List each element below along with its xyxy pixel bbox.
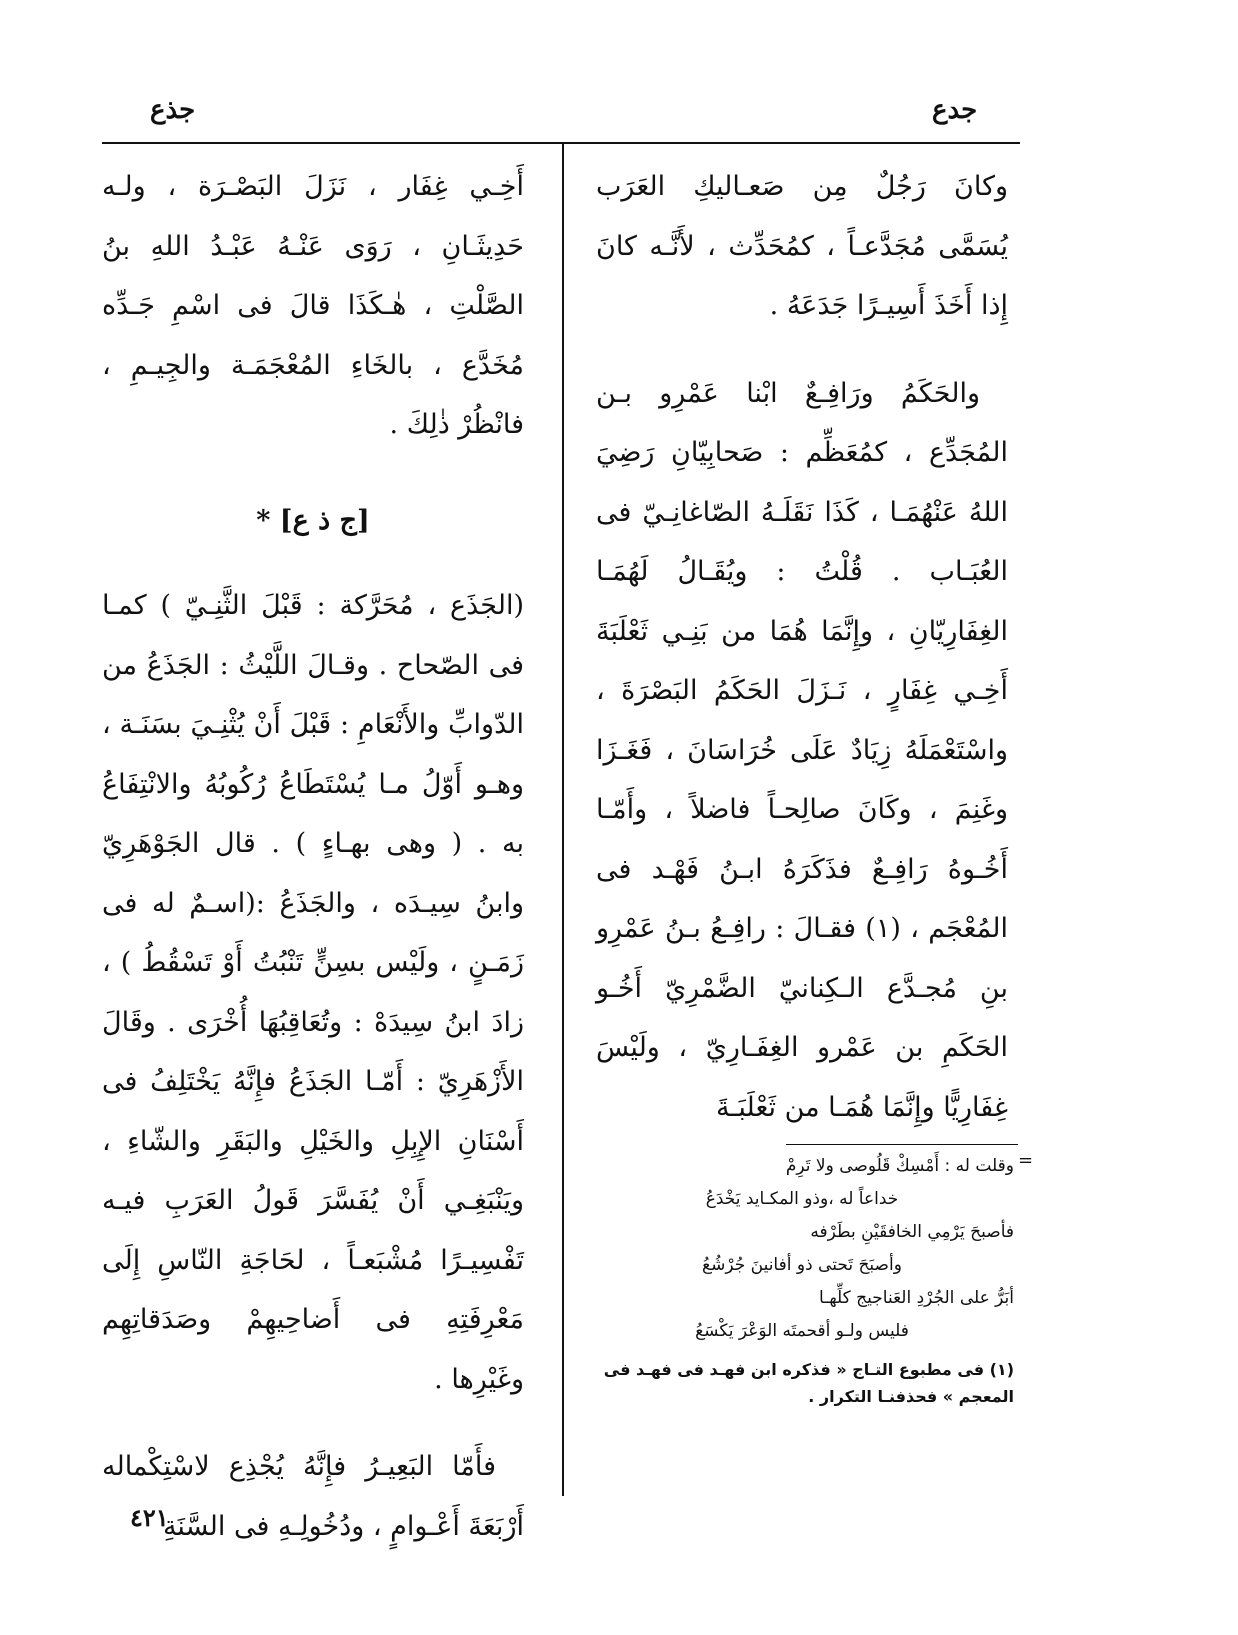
footnote-continuation-mark: = (1018, 1150, 1034, 1171)
verse-line: فأصبحَ يَرْمِي الخافقَيْنِ بطَرْفه (810, 1222, 1014, 1242)
header-rule (102, 142, 1020, 144)
right-paragraph-1: وكانَ رَجُلٌ مِن صَعـاليكِ العَرَب يُسَمَّى مُجَدَّعـاً ، كمُحَدِّث ، لأَنَّـه كانَ إِذا أَخَذَ أَسِيـرًا جَدَعَهُ . (596, 171, 1008, 321)
verse-line: وقلت له : أَمْسِكْ قَلُوصى ولا تَرِمْ (785, 1156, 1014, 1176)
left-last-paragraph: فأَمّا البَعِيـرُ فإِنَّهُ يُجْذِع لاسْتِكْماله أَرْبَعَةَ أَعْـوامٍ ، ودُخُولِـهِ فى السَّنَةِ (102, 1451, 524, 1542)
paragraph-gap (596, 336, 1008, 364)
verse-line: أبَرُّ على الجُرْدِ العَناجيج كلِّهـا (819, 1288, 1014, 1308)
right-paragraph-2: والحَكَمُ ورَافِـعٌ ابْنا عَمْرِو بـن المُجَدِّع ، كمُعَظِّم : صَحابِيّانِ رَضِيَ اللهُ عَنْهُمَـا ، كَذَا نَقَلَـهُ الصّاغانِـيّ فى العُبَـاب . قُلْتُ : ويُقَـالُ لَهُمَـا الغِفَارِيّانِ ، وإِنَّمَا هُمَا من بَنِـي ثَعْلَبَةَ أَخِـي غِفَارٍ ، نَـزَلَ الحَكَمُ البَصْرَةَ ، واسْتَعْمَلَهُ زِيَادٌ عَلَى خُرَاسَانَ ، فَغَـزَا وغَنِمَ ، وكَانَ صالِحـاً فاضلاً ، وأَمّـا أَخُـوهُ رَافِـعٌ فذَكَرَهُ ابـنُ فَهْـد فى المُعْجَم ، (١) فقـالَ : رافِـعُ بـنُ عَمْرِو بنِ مُجـدَّع الـكِنانيّ الضَّمْرِيّ أَخُـو الحَكَمِ بن عَمْرو الغِفَـارِيّ ، ولَيْسَ غِفَارِيًّا وإِنَّمَا هُمَـا من ثَعْلَبَـةَ (596, 377, 1008, 1123)
header-root-word-left: جذع (150, 95, 196, 125)
left-body-paragraph: (الجَذَع ، مُحَرَّكة : قَبْلَ الثَّنِـيّ ) كمـا فى الصّحاح . وقـالَ اللَّيْثُ : الجَذَعُ من الدّوابِّ والأَنْعَامِ : قَبْلَ أَنْ يُثْنِـيَ بسَنَـة ، وهـو أَوّلُ مـا يُسْتَطَاعُ رُكُوبُهُ والانْتِفَاعُ به . ( وهى بهـاءٍ ) . قال الجَوْهَرِيّ وابنُ سِيـدَه ، والجَذَعُ :(اسـمٌ له فى زَمَـنٍ ، ولَيْس بسِنٍّ تَنْبُتُ أَوْ تَسْقُطُ ) ، زادَ ابنُ سِيدَهْ : وتُعَاقِبُهَا أُخْرَى . وقَالَ الأَزْهَرِيّ : أَمّـا الجَذَعُ فإِنَّهُ يَخْتَلِفُ فى أَسْنَانِ الإِبِلِ والخَيْلِ والبَقَرِ والشّاءِ ، ويَنْبَغِـي أَنْ يُفَسَّرَ قَولُ العَرَبِ فيـه تَفْسِيـرًا مُشْبَعـاً ، لحَاجَةِ النّاسِ إِلَى مَعْرِفَتِهِ فى أَضاحِيهِمْ وصَدَقاتِهِم وغَيْرِها . (102, 590, 524, 1395)
column-divider (562, 144, 564, 1496)
footnotes (590, 1150, 1014, 1410)
verse-line: فليس ولـو أقحمتَه الوَعْرَ يَكْسَعُ (695, 1321, 909, 1341)
paragraph-gap (102, 1409, 524, 1437)
footnote-rule (786, 1144, 1018, 1145)
root-heading: [ج ذ ع] * (256, 504, 370, 536)
left-column (102, 157, 524, 1556)
header-root-word-right: جدع (932, 95, 978, 125)
left-intro-paragraph: أَخِـي غِفَار ، نَزَلَ البَصْـرَة ، ولـه حَدِيثَـانِ ، رَوَى عَنْـهُ عَبْـدُ اللهِ بنُ الصَّلْتِ ، هٰـكَذَا قالَ فى اسْمِ جَـدِّه مُخَدَّع ، بالخَاءِ المُعْجَمَـة والجِيـمِ ، فانْظُرْ ذٰلِكَ . (102, 171, 524, 440)
page-number: ٤٢١ (130, 1503, 169, 1532)
footnote-1: (١) فى مطبوع التـاج « فذكره ابن فهـد فى فهـد فى المعجم » فحذفنـا التكرار . (603, 1360, 1014, 1406)
verse-line: خداعاً له ،وذو المكـايد يَخْدَعُ (705, 1189, 899, 1209)
verse-line: وأصبَحَ تَحتى ذو أفانينَ جُرْشُعُ (702, 1255, 902, 1275)
right-column (596, 157, 1008, 1137)
